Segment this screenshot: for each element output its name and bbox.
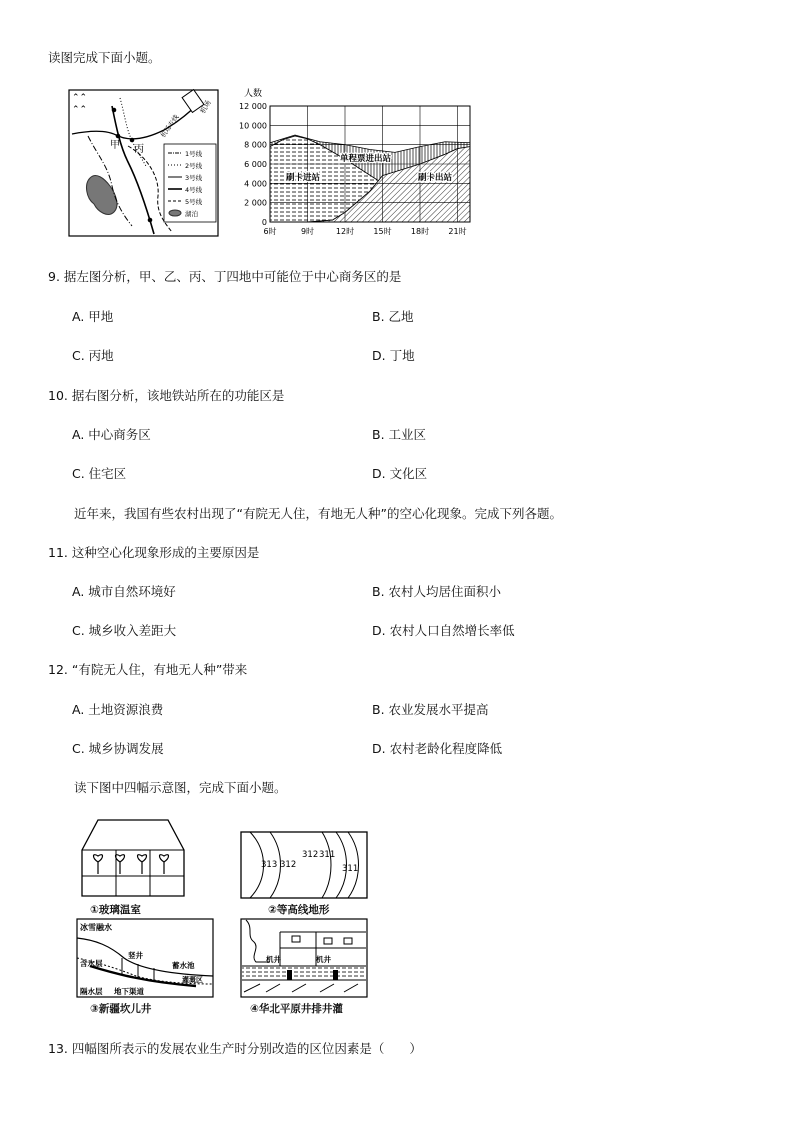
q11-option-d[interactable]: D. 农村人口自然增长率低 — [372, 623, 515, 638]
annotation-card-in-1: 刷卡进站 — [286, 173, 321, 183]
q9-option-d[interactable]: D. 丁地 — [372, 348, 415, 363]
intro-text-3: 读下图中四幅示意图，完成下面小题。 — [74, 780, 287, 795]
y-tick-label: 10 000 — [239, 121, 267, 131]
map-label-airport-line: 机场专线 — [159, 113, 181, 140]
legend-lake: 湖泊 — [185, 210, 198, 218]
x-tick-label: 12时 — [335, 227, 355, 236]
karez-label-aquifer: 含水层 — [80, 959, 103, 968]
contour-312b: 312 — [302, 850, 319, 860]
y-tick-label: 4 000 — [244, 179, 267, 189]
q10-option-c[interactable]: C. 住宅区 — [72, 466, 127, 481]
karez-label-channel: 地下渠道 — [114, 987, 144, 996]
contour-313: 313 — [261, 860, 278, 870]
question-13-stem: 13. 四幅图所表示的发展农业生产时分别改造的区位因素是（ ） — [48, 1041, 422, 1056]
contour-311a: 311 — [319, 850, 336, 860]
karez-figure — [76, 918, 214, 998]
question-10-stem: 10. 据右图分析，该地铁站所在的功能区是 — [48, 388, 285, 403]
well-label-2: 机井 — [316, 955, 331, 964]
y-tick-label: 12 000 — [239, 102, 267, 111]
map-label-airport: 机场 — [198, 98, 213, 115]
karez-label-aquiclude: 隔水层 — [80, 987, 103, 996]
contour-312a: 312 — [280, 860, 297, 870]
passenger-chart — [232, 86, 478, 244]
q11-option-a[interactable]: A. 城市自然环境好 — [72, 584, 176, 599]
q10-option-b[interactable]: B. 工业区 — [372, 427, 427, 442]
q12-option-b[interactable]: B. 农业发展水平提高 — [372, 702, 489, 717]
svg-text:⌃⌃: ⌃⌃ — [72, 105, 88, 115]
question-11-stem: 11. 这种空心化现象形成的主要原因是 — [48, 545, 260, 560]
caption-wells: ④华北平原井排井灌 — [250, 1003, 343, 1015]
legend-line-4: 4号线 — [185, 186, 203, 194]
y-tick-label: 6 000 — [244, 160, 267, 169]
karez-label-meltwater: 冰雪融水 — [80, 923, 112, 932]
y-tick-label: 2 000 — [244, 198, 267, 208]
q9-option-a[interactable]: A. 甲地 — [72, 309, 114, 324]
q12-option-a[interactable]: A. 土地资源浪费 — [72, 702, 164, 717]
karez-label-irrigation: 灌溉区 — [182, 976, 203, 984]
q9-option-c[interactable]: C. 丙地 — [72, 348, 114, 363]
question-9-stem: 9. 据左图分析，甲、乙、丙、丁四地中可能位于中心商务区的是 — [48, 269, 402, 284]
y-tick-label: 8 000 — [244, 140, 267, 150]
q12-option-d[interactable]: D. 农村老龄化程度降低 — [372, 741, 503, 756]
legend-line-1: 1号线 — [185, 150, 203, 158]
q11-option-c[interactable]: C. 城乡收入差距大 — [72, 623, 177, 638]
q12-option-c[interactable]: C. 城乡协调发展 — [72, 741, 164, 756]
chart-ylabel: 人数 — [244, 89, 263, 99]
well-label-1: 机井 — [266, 955, 281, 964]
question-12-stem: 12. “有院无人住，有地无人种”带来 — [48, 662, 248, 677]
map-label-bing: 丙 — [134, 144, 144, 155]
legend-line-3: 3号线 — [185, 174, 203, 182]
annotation-card-out-1: 刷卡出站 — [418, 173, 453, 183]
intro-text-1: 读图完成下面小题。 — [48, 50, 161, 65]
contour-311b: 311 — [342, 864, 359, 874]
q10-option-a[interactable]: A. 中心商务区 — [72, 427, 151, 442]
q9-option-b[interactable]: B. 乙地 — [372, 309, 414, 324]
x-tick-label: 6时 — [263, 227, 277, 236]
x-tick-label: 15时 — [373, 227, 392, 236]
wells-figure — [240, 918, 368, 998]
contour-figure — [240, 831, 368, 899]
x-tick-label: 21时 — [448, 227, 467, 236]
map-label-jia: 甲 — [110, 140, 120, 151]
annotation-single-ticket: 单程票进出站 — [340, 154, 392, 164]
q10-option-d[interactable]: D. 文化区 — [372, 466, 428, 481]
y-tick-label: 0 — [261, 218, 267, 227]
q11-option-b[interactable]: B. 农村人均居住面积小 — [372, 584, 502, 599]
greenhouse-figure — [80, 818, 186, 898]
legend-line-2: 2号线 — [185, 162, 203, 170]
caption-contour: ②等高线地形 — [268, 904, 330, 916]
karez-label-reservoir: 蓄水池 — [172, 961, 195, 970]
karez-label-shaft: 竖井 — [128, 951, 143, 960]
subway-map-figure — [68, 86, 220, 238]
legend-line-5: 5号线 — [185, 198, 203, 206]
svg-text:⌃⌃: ⌃⌃ — [72, 93, 88, 103]
x-tick-label: 18时 — [410, 227, 430, 236]
caption-greenhouse: ①玻璃温室 — [90, 904, 141, 916]
x-tick-label: 9时 — [300, 227, 315, 236]
intro-text-2: 近年来，我国有些农村出现了“有院无人住，有地无人种”的空心化现象。完成下列各题。 — [74, 506, 562, 521]
caption-karez: ③新疆坎儿井 — [90, 1003, 152, 1015]
